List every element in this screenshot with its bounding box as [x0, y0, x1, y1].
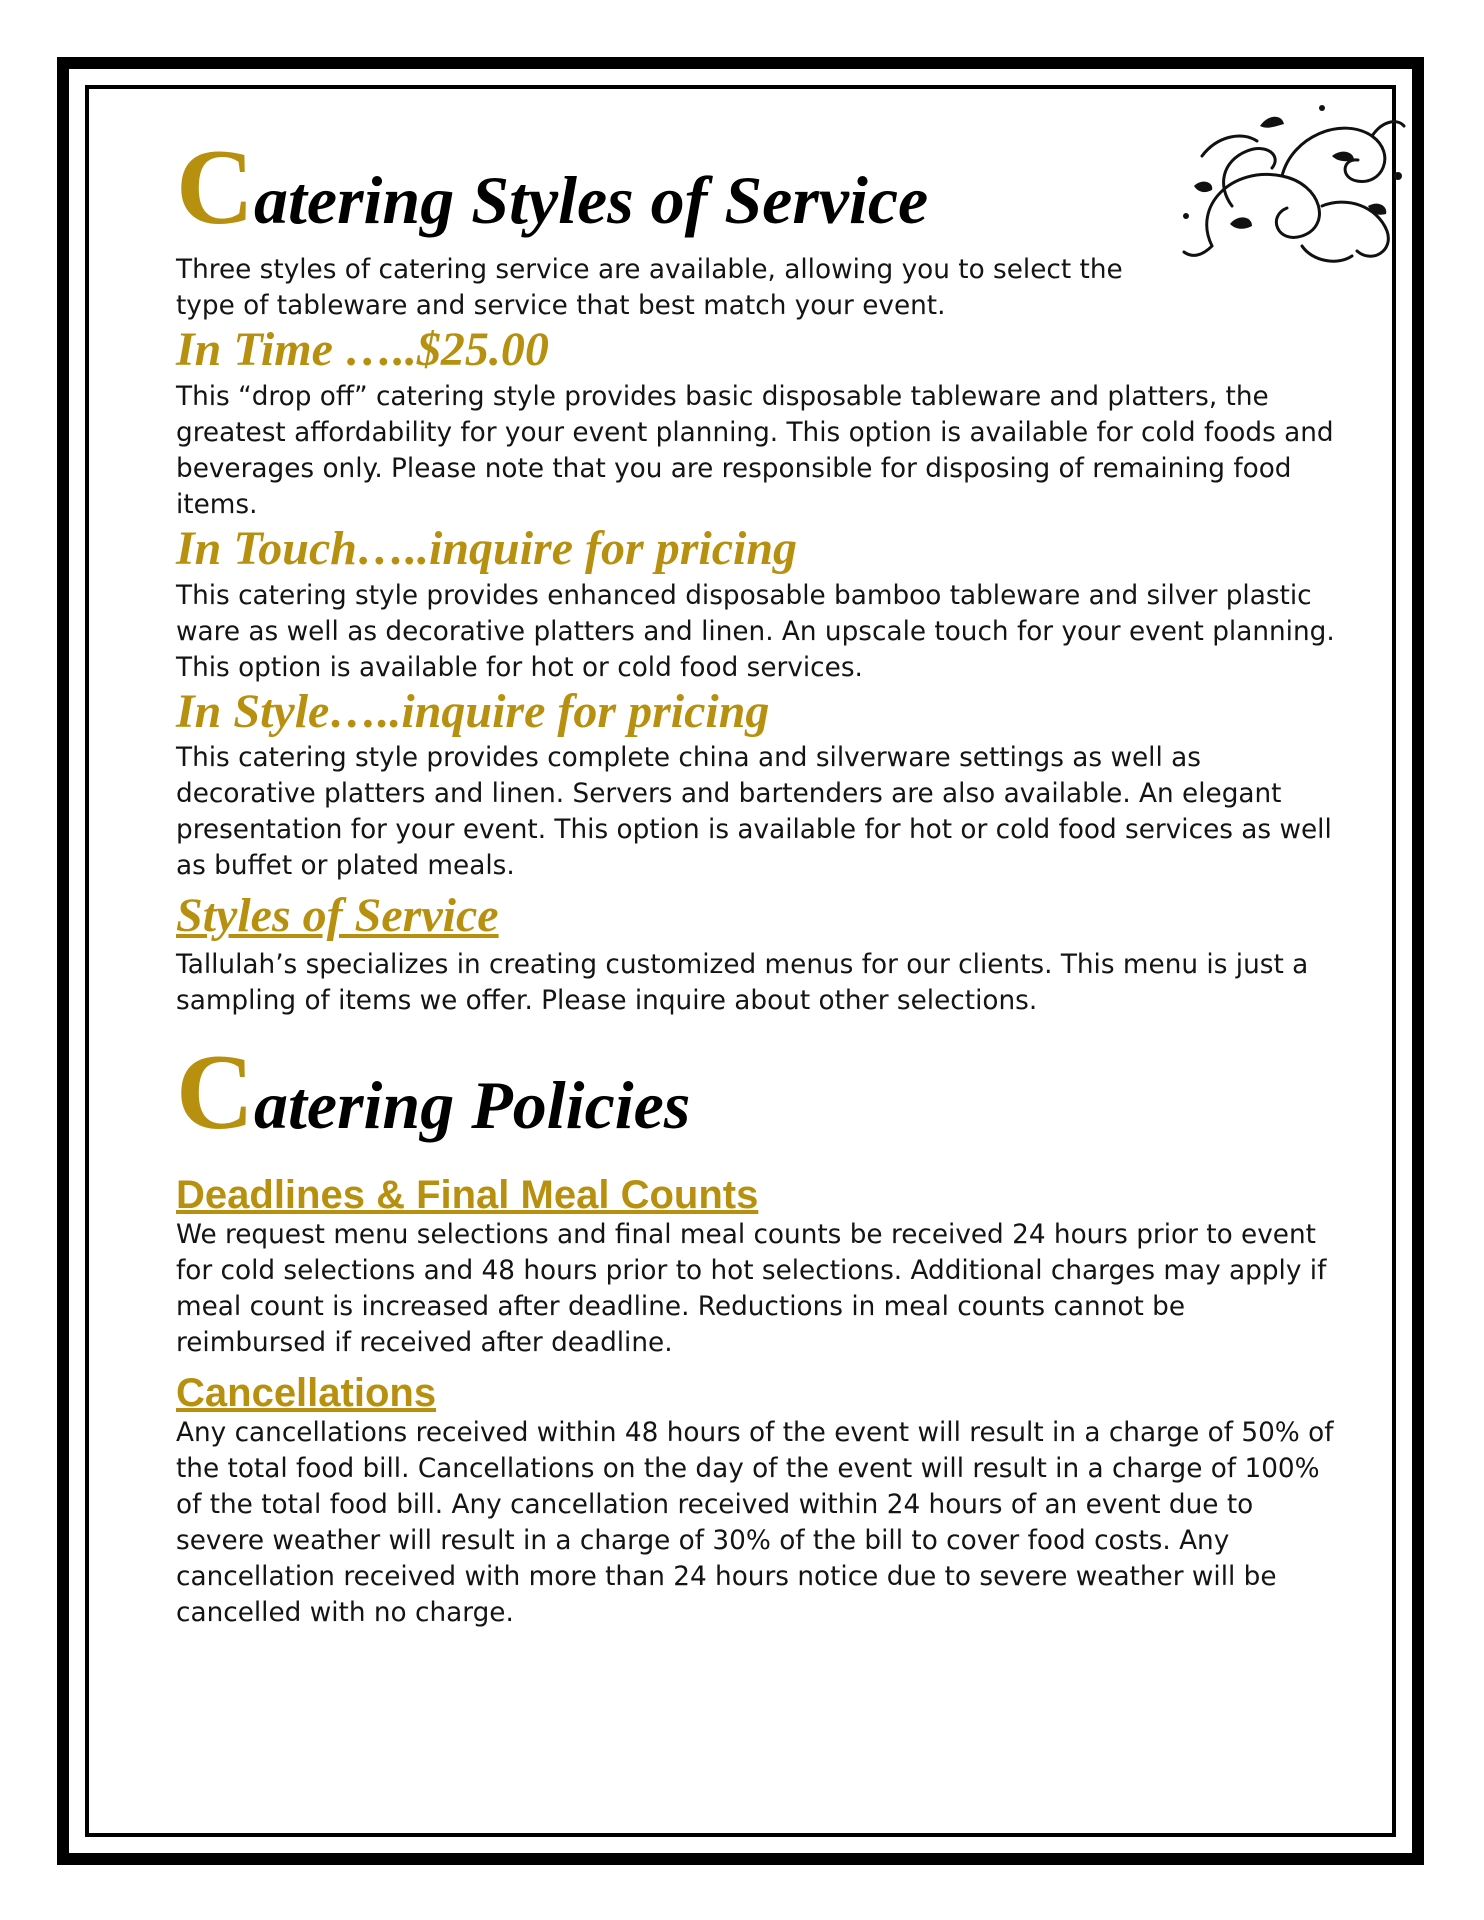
in-time-text: This “drop off” catering style provides basic disposable tableware and platters, the greatest affordability for your event planning. This option is available for cold foods and beverages only. Please note that you are responsible for disposing of remaining food items. [176, 381, 1334, 520]
cancellations-text: Any cancellations received within 48 hours of the event will result in a charge of 50% of the total food bill. Cancellations on the day of the event will result in a charge of 100% of the total food bill. Any cancellation received within 24 hours of an event due to severe weather will result in a charge of 30% of the bill to cover food costs. Any cancellation received with more than 24 hours notice due to severe weather will be cancelled with no charge. [176, 1418, 1334, 1629]
styles-of-service-heading: Styles of Service [176, 889, 499, 943]
cancellations-heading: Cancellations [176, 1371, 437, 1416]
deadlines-text: We request menu selections and final meal counts be received 24 hours prior to event for cold selections and 48 hours prior to hot selections. Additional charges may apply if meal count is increased after deadline. Reductions in meal counts cannot be reimbursed if received after deadline. [176, 1220, 1327, 1359]
styles-intro: Three styles of catering service are available, allowing you to select the type of tableware and service that best match your event. [176, 255, 1123, 321]
in-touch-text: This catering style provides enhanced disposable bamboo tableware and silver plastic ware as well as decorative platters and linen. An upscale touch for your event planning. This option is available for hot or cold food services. [176, 580, 1335, 683]
deadlines-heading: Deadlines & Final Meal Counts [176, 1173, 759, 1218]
policies-title [176, 1033, 1336, 1153]
in-touch-heading: In Touch…..inquire for pricing [176, 521, 798, 575]
document-content [176, 120, 1336, 1631]
styles-title-rest: atering Styles of Service [254, 162, 929, 238]
styles-of-service-text: Tallulah’s specializes in creating customized menus for our clients. This menu is just a sampling of items we offer. Please inquire about other selections. [176, 950, 1309, 1017]
in-time-heading: In Time …..$25.00 [176, 323, 549, 376]
in-style-heading: In Style…..inquire for pricing [176, 684, 770, 738]
in-style-text: This catering style provides complete china and silverware settings as well as decorative platters and linen. Servers and bartenders are also available. An elegant presentation for your event. This option is available for hot or cold food services as well as buffet or plated meals. [176, 743, 1332, 882]
styles-title [176, 128, 1336, 247]
styles-title-initial: C [176, 128, 254, 247]
policies-title-rest: atering Policies [254, 1067, 691, 1144]
policies-title-initial: C [176, 1033, 254, 1153]
